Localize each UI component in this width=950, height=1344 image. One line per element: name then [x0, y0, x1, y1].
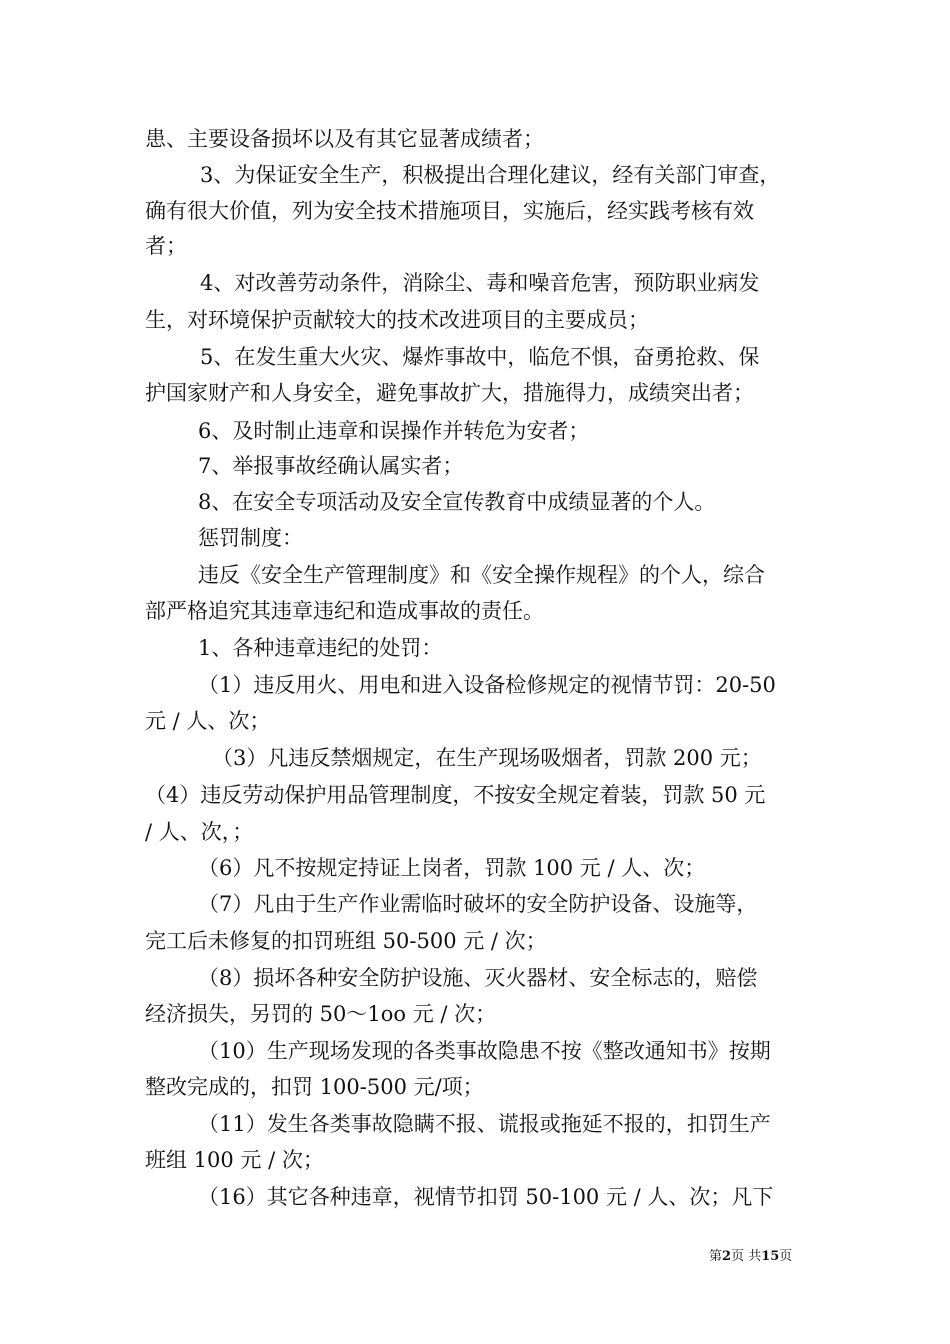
section-heading: 惩罚制度： [198, 526, 303, 550]
text-line: 经济损失，另罚的 50～1oo 元 / 次； [145, 1002, 497, 1026]
text-line: 1、各种违章违纪的处罚： [198, 636, 443, 660]
footer-page-number: 2 [722, 1249, 732, 1264]
text-line: 护国家财产和人身安全，避免事故扩大，措施得力，成绩突出者； [145, 381, 754, 405]
text-line: （7）凡由于生产作业需临时破坏的安全防护设备、设施等， [198, 892, 758, 916]
text-line: 患、主要设备损坏以及有其它显著成绩者； [145, 127, 544, 151]
text-line: 6、及时制止违章和误操作并转危为安者； [198, 419, 590, 443]
text-line: （10）生产现场发现的各类事故隐患不按《整改通知书》按期 [198, 1039, 771, 1063]
text-line: 4、对改善劳动条件，消除尘、毒和噪音危害，预防职业病发 [200, 271, 760, 295]
text-line: / 人、次，； [145, 820, 254, 844]
text-line: （4）违反劳动保护用品管理制度，不按安全规定着装，罚款 50 元 [145, 783, 766, 807]
text-line: 部严格追究其违章违纪和造成事故的责任。 [145, 599, 544, 623]
footer-total-pages: 15 [761, 1249, 780, 1264]
page-footer [709, 1248, 792, 1266]
text-line: （3）凡违反禁烟规定，在生产现场吸烟者，罚款 200 元； [212, 746, 762, 770]
text-line: （1）违反用火、用电和进入设备检修规定的视情节罚：20-50 [198, 673, 776, 697]
text-line: 班组 100 元 / 次； [145, 1148, 324, 1172]
text-line: 5、在发生重大火灾、爆炸事故中，临危不惧，奋勇抢救、保 [200, 345, 760, 369]
text-line: （11）发生各类事故隐瞒不报、谎报或拖延不报的，扣罚生产 [198, 1112, 771, 1136]
footer-prefix: 第 [709, 1249, 723, 1264]
text-line: 完工后未修复的扣罚班组 50-500 元 / 次； [145, 929, 547, 953]
text-line: 元 / 人、次； [145, 709, 271, 733]
footer-suffix: 页 [779, 1249, 793, 1264]
text-line: 3、为保证安全生产，积极提出合理化建议，经有关部门审查， [200, 163, 781, 187]
text-line: （6）凡不按规定持证上岗者，罚款 100 元 / 人、次； [198, 856, 706, 880]
footer-middle: 页 共 [731, 1249, 762, 1264]
text-line: 8、在安全专项活动及安全宣传教育中成绩显著的个人。 [198, 490, 716, 514]
text-line: （8）损坏各种安全防护设施、灭火器材、安全标志的，赔偿 [198, 966, 758, 990]
text-line: 整改完成的，扣罚 100-500 元/项； [145, 1075, 484, 1099]
text-line: 违反《安全生产管理制度》和《安全操作规程》的个人，综合 [198, 563, 765, 587]
text-line: 7、举报事故经确认属实者； [198, 454, 464, 478]
text-line: 确有很大价值，列为安全技术措施项目，实施后，经实践考核有效 [145, 199, 754, 223]
text-line: 者； [145, 234, 187, 258]
text-line: 生，对环境保护贡献较大的技术改进项目的主要成员； [145, 308, 649, 332]
text-line: （16）其它各种违章，视情节扣罚 50-100 元 / 人、次；凡下 [198, 1185, 774, 1209]
